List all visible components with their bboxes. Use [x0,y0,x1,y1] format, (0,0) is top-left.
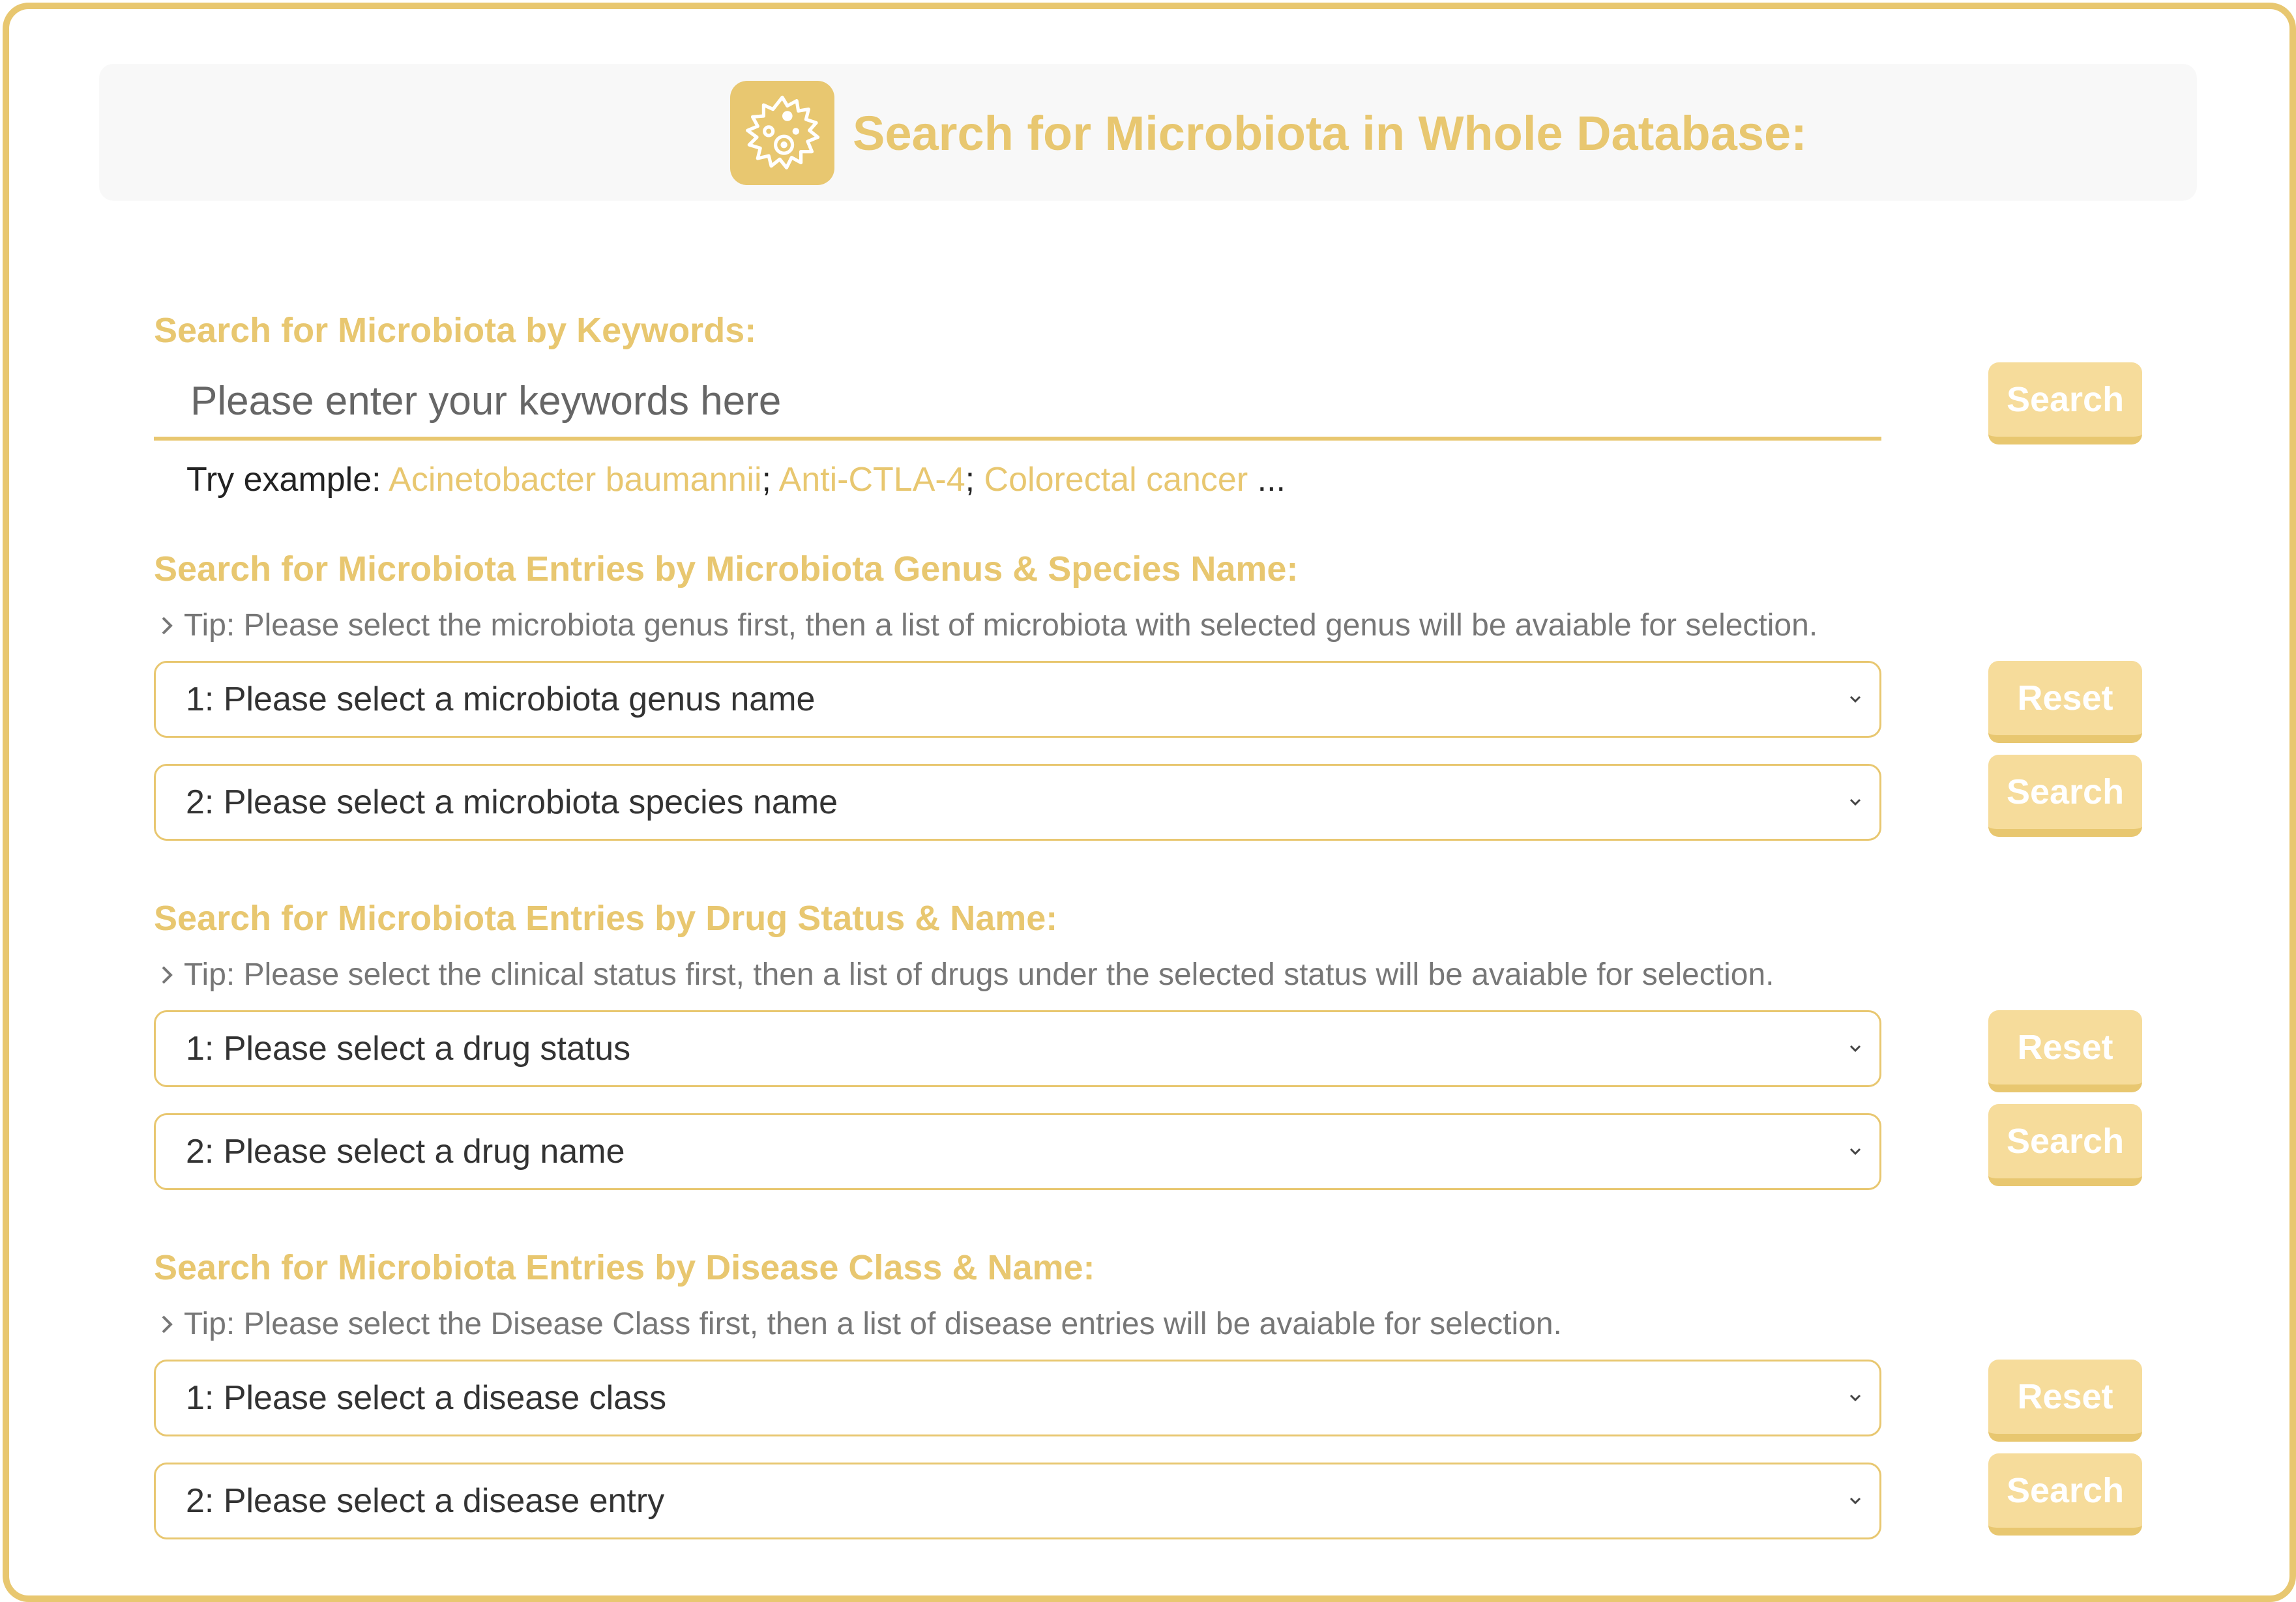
disease-entry-select[interactable] [154,1463,1881,1539]
species-select-value: 2: Please select a microbiota species name [186,783,838,821]
drug-status-select-value: 1: Please select a drug status [186,1030,631,1068]
disease-tip-text: Tip: Please select the Disease Class first, then a list of disease entries will be avaiable for selection. [184,1307,1562,1341]
chevron-down-icon [1846,690,1865,709]
drug-tip-text: Tip: Please select the clinical status first, then a list of drugs under the selected status will be avaiable for selection. [184,957,1774,992]
genus-reset-button[interactable]: Reset [1988,661,2142,743]
drug-search-button[interactable]: Search [1988,1104,2142,1186]
chevron-down-icon [1846,793,1865,812]
genus-select[interactable] [154,661,1881,738]
chevron-down-icon [1846,1388,1865,1408]
disease-class-select-value: 1: Please select a disease class [186,1379,667,1417]
chevron-right-icon [159,962,176,988]
keyword-search-input[interactable] [154,365,1881,441]
example-link-anti-ctla4[interactable]: Anti-CTLA-4 [778,461,965,499]
example-ellipsis: ... [1257,461,1286,499]
genus-section-title: Search for Microbiota Entries by Microbiota Genus & Species Name: [154,549,1299,589]
genus-tip [159,607,1818,643]
drug-name-select[interactable] [154,1113,1881,1190]
chevron-down-icon [1846,1491,1865,1511]
drug-section-title: Search for Microbiota Entries by Drug Status & Name: [154,899,1058,938]
disease-section-title: Search for Microbiota Entries by Disease Class & Name: [154,1248,1095,1287]
genus-search-button[interactable]: Search [1988,755,2142,837]
disease-tip [159,1306,1562,1342]
chevron-right-icon [159,613,176,639]
example-prefix: Try example: [186,461,381,499]
drug-reset-button[interactable]: Reset [1988,1010,2142,1092]
example-separator: ; [761,461,771,499]
drug-name-select-value: 2: Please select a drug name [186,1133,625,1171]
keyword-section-title: Search for Microbiota by Keywords: [154,311,757,350]
genus-tip-text: Tip: Please select the microbiota genus first, then a list of microbiota with selected genus will be avaiable for selection. [184,608,1818,643]
microbe-icon [730,81,834,185]
disease-entry-select-value: 2: Please select a disease entry [186,1482,665,1520]
drug-status-select[interactable] [154,1010,1881,1087]
disease-search-button[interactable]: Search [1988,1453,2142,1536]
keyword-search-button[interactable]: Search [1988,362,2142,444]
chevron-down-icon [1846,1039,1865,1058]
example-link-acinetobacter[interactable]: Acinetobacter baumannii [389,461,762,499]
species-select[interactable] [154,764,1881,841]
example-list [186,460,1286,499]
page-header [99,64,2197,201]
example-separator: ; [965,461,975,499]
disease-class-select[interactable] [154,1360,1881,1436]
genus-select-value: 1: Please select a microbiota genus name [186,680,816,718]
disease-reset-button[interactable]: Reset [1988,1360,2142,1442]
page-title: Search for Microbiota in Whole Database: [853,106,1807,160]
example-link-colorectal[interactable]: Colorectal cancer [984,461,1248,499]
chevron-right-icon [159,1311,176,1337]
drug-tip [159,957,1774,993]
chevron-down-icon [1846,1142,1865,1161]
